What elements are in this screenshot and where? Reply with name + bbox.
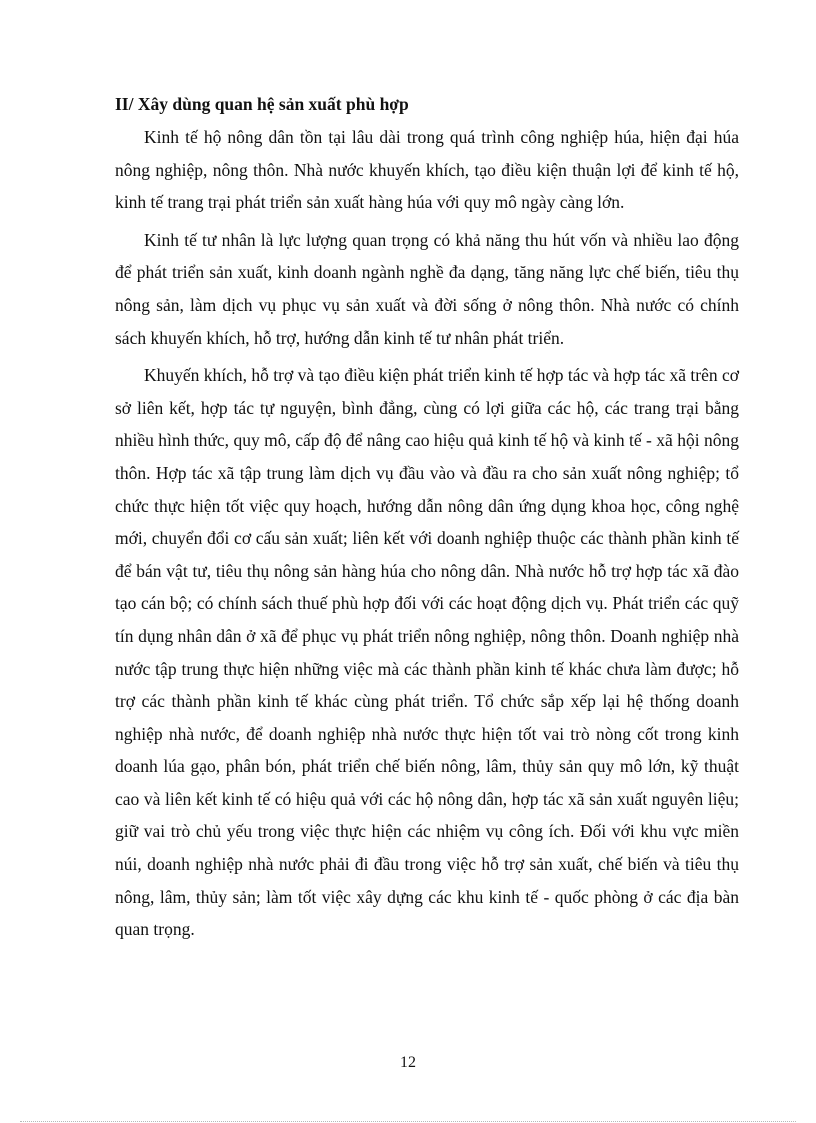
paragraph-private-economy: Kinh tế tư nhân là lực lượng quan trọng có khả năng thu hút vốn và nhiều lao động để phát triển sản xuất, kinh doanh ngành nghề đa dạng, tăng năng lực chế biến, tiêu thụ nông sản, làm dịch vụ phục vụ sản xuất và đời sống ở nông thôn. Nhà nước có chính sách khuyến khích, hỗ trợ, hướng dẫn kinh tế tư nhân phát triển. bbox=[115, 229, 739, 348]
paragraph-household-economy: Kinh tế hộ nông dân tồn tại lâu dài trong quá trình công nghiệp húa, hiện đại húa nông nghiệp, nông thôn. Nhà nước khuyến khích, tạo điều kiện thuận lợi để kinh tế hộ, kinh tế trang trại phát triển sản xuất hàng húa với quy mô ngày càng lớn. bbox=[115, 127, 739, 213]
page-number: 12 bbox=[400, 1054, 416, 1071]
page-content bbox=[115, 88, 739, 951]
page-bottom-divider bbox=[20, 1121, 796, 1122]
paragraph-cooperative-economy: Khuyến khích, hỗ trợ và tạo điều kiện phát triển kinh tế hợp tác và hợp tác xã trên cơ sở liên kết, hợp tác tự nguyện, bình đẳng, cùng có lợi giữa các hộ, các trang trại bằng nhiều hình thức, quy mô, cấp độ để nâng cao hiệu quả kinh tế hộ và kinh tế - xã hội nông thôn. Hợp tác xã tập trung làm dịch vụ đầu vào và đầu ra cho sản xuất nông nghiệp; tổ chức thực hiện tốt việc quy hoạch, hướng dẫn nông dân ứng dụng khoa học, công nghệ mới, chuyển đổi cơ cấu sản xuất; liên kết với doanh nghiệp thuộc các thành phần kinh tế để bán vật tư, tiêu thụ nông sản hàng húa cho nông dân. Nhà nước hỗ trợ hợp tác xã đào tạo cán bộ; có chính sách thuế phù hợp đối với các hoạt động dịch vụ. Phát triển các quỹ tín dụng nhân dân ở xã để phục vụ phát triển nông nghiệp, nông thôn. Doanh nghiệp nhà nước tập trung thực hiện những việc mà các thành phần kinh tế khác chưa làm được; hỗ trợ các thành phần kinh tế khác cùng phát triển. Tổ chức sắp xếp lại hệ thống doanh nghiệp nhà nước, để doanh nghiệp nhà nước thực hiện tốt vai trò nòng cốt trong kinh doanh lúa gạo, phân bón, phát triển chế biến nông, lâm, thủy sản quy mô lớn, kỹ thuật cao và liên kết kinh tế có hiệu quả với các hộ nông dân, hợp tác xã sản xuất nguyên liệu; giữ vai trò chủ yếu trong việc thực hiện các nhiệm vụ công ích. Đối với khu vực miền núi, doanh nghiệp nhà nước phải đi đầu trong việc hỗ trợ sản xuất, chế biến và tiêu thụ nông, lâm, thủy sản; làm tốt việc xây dựng các khu kinh tế - quốc phòng ở các địa bàn quan trọng. bbox=[115, 365, 739, 940]
section-heading: II/ Xây dùng quan hệ sản xuất phù hợp bbox=[115, 94, 409, 114]
